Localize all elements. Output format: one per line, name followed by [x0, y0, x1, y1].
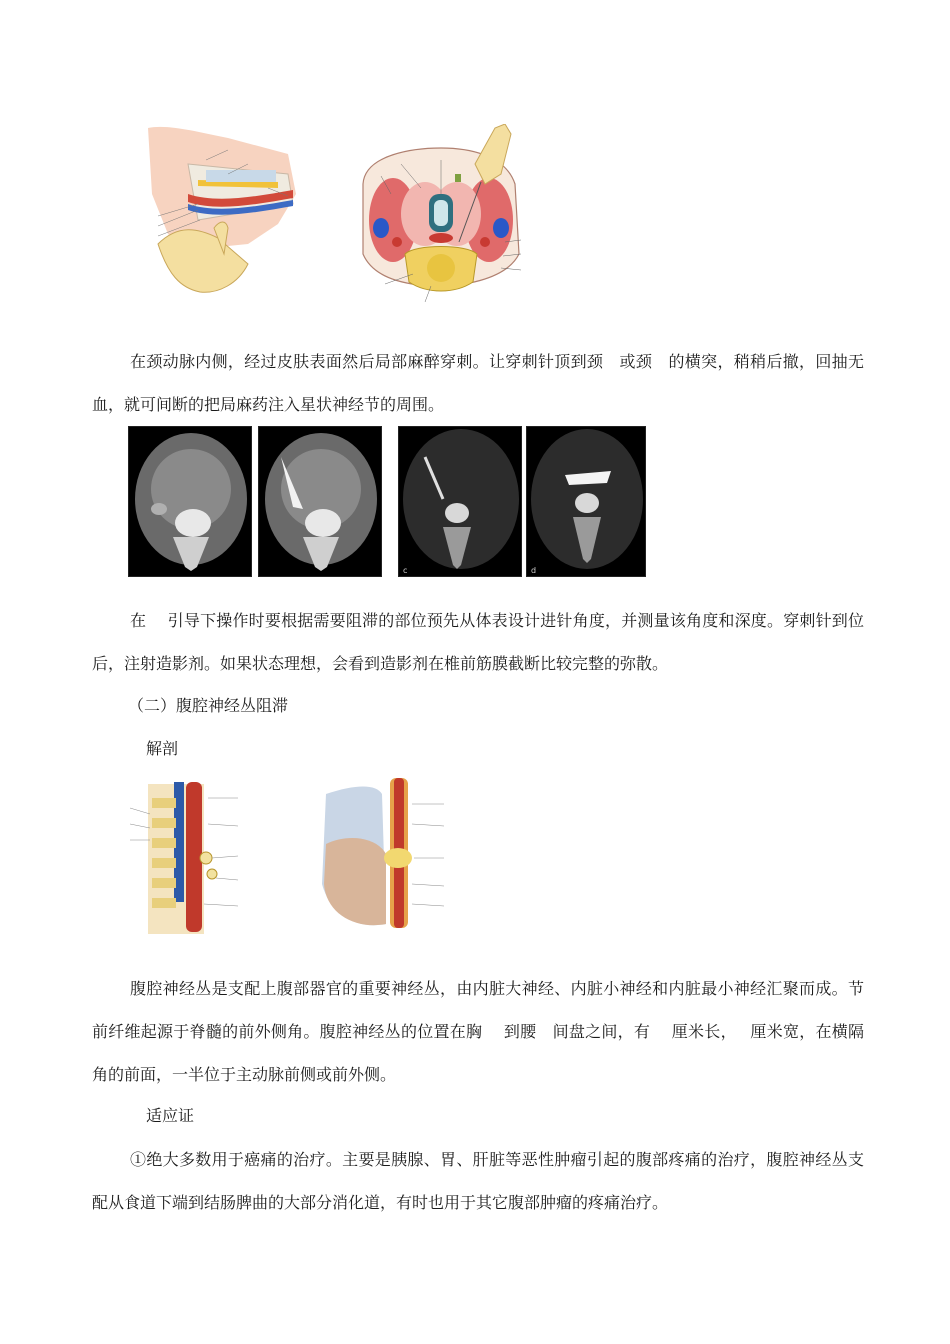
paragraph-indication-1: ①绝大多数用于癌痛的治疗。主要是胰腺、胃、肝脏等恶性肿瘤引起的腹部疼痛的治疗，腹腔神经丛支配从食道下端到结肠脾曲的大部分消化道，有时也用于其它腹部肿瘤的疼痛治疗。 — [92, 1150, 864, 1212]
subheading-indication: 适应证 — [146, 1106, 195, 1125]
ct-image-b — [258, 426, 382, 577]
ct-label-c: c — [403, 566, 408, 575]
ct-image-c — [398, 426, 522, 577]
anatomy-figure-neck-lateral — [128, 124, 298, 296]
anatomy-figure-celiac-plexus-2 — [316, 774, 456, 934]
paragraph-stellate-puncture: 在颈动脉内侧，经过皮肤表面然后局部麻醉穿刺。让穿刺针顶到颈 或颈 的横突，稍稍后撤，回抽无血，就可间断的把局麻药注入星状神经节的周围。 — [92, 352, 864, 414]
ct-image-a — [128, 426, 252, 577]
section-heading-celiac-plexus: （二）腹腔神经丛阻滞 — [128, 696, 289, 715]
anatomy-figure-celiac-plexus-1 — [128, 778, 284, 938]
ct-image-d — [526, 426, 646, 577]
subheading-anatomy: 解剖 — [146, 739, 179, 758]
paragraph-ct-guided: 在 引导下操作时要根据需要阻滞的部位预先从体表设计进针角度，并测量该角度和深度。穿刺针到位后，注射造影剂。如果状态理想，会看到造影剂在椎前筋膜截断比较完整的弥散。 — [92, 611, 864, 673]
anatomy-figure-neck-axial — [355, 124, 527, 310]
paragraph-celiac-anatomy: 腹腔神经丛是支配上腹部器官的重要神经丛，由内脏大神经、内脏小神经和内脏最小神经汇聚而成。节前纤维起源于脊髓的前外侧角。腹腔神经丛的位置在胸 到腰 间盘之间，有 厘米长， 厘米宽，在横隔角的前面，一半位于主动脉前侧或前外侧。 — [92, 979, 864, 1084]
ct-label-d: d — [531, 566, 537, 575]
